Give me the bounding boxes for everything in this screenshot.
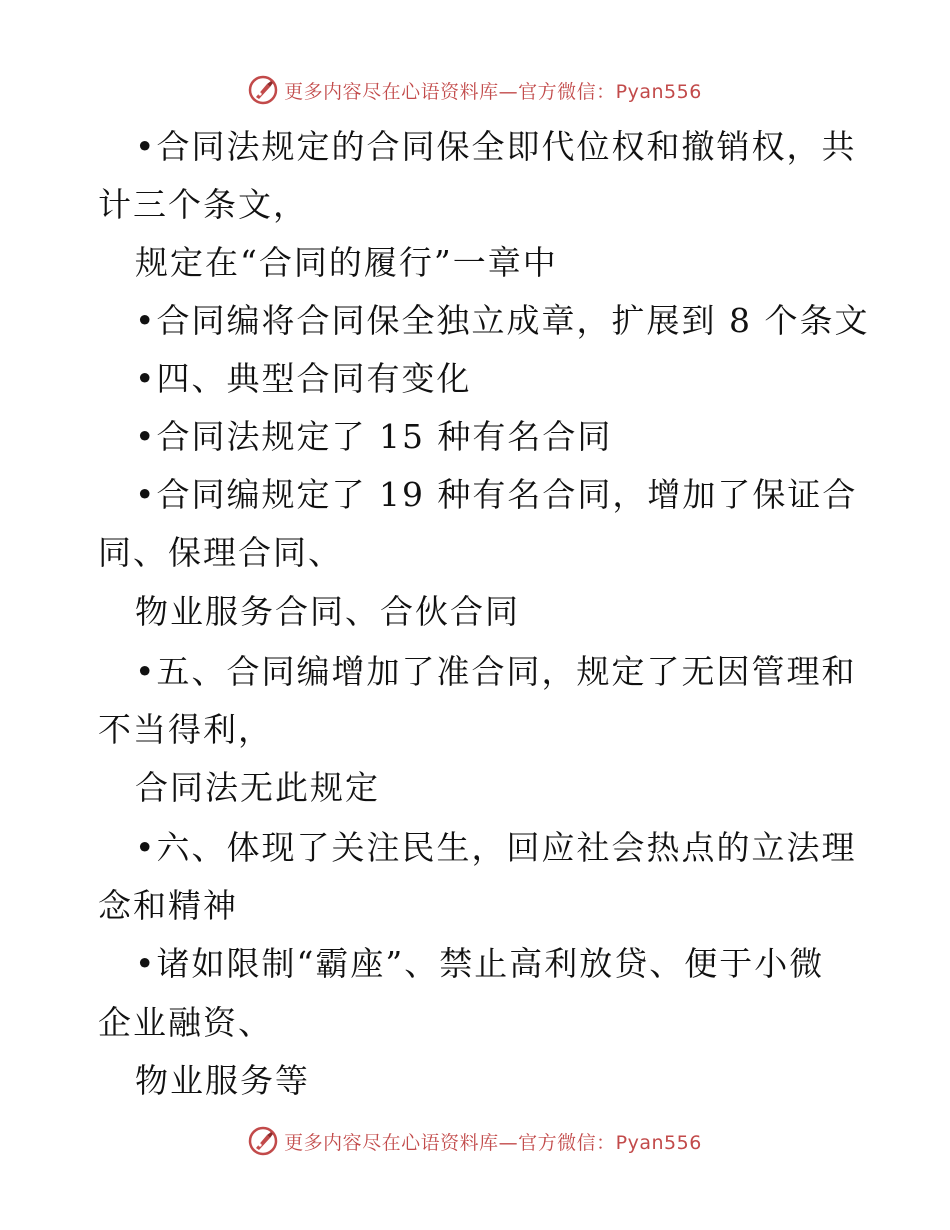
text-line-13: •六、体现了关注民生，回应社会热点的立法理	[135, 828, 857, 867]
text-line-15: •诸如限制“霸座”、禁止高利放贷、便于小微	[135, 944, 825, 983]
text-line-5: •四、典型合同有变化	[135, 359, 472, 398]
footer-banner	[0, 1123, 950, 1159]
text-line-7: •合同编规定了 19 种有名合同，增加了保证合	[135, 475, 858, 514]
header-banner-text: 更多内容尽在心语资料库—官方微信：Pyan556	[284, 80, 702, 103]
text-line-2: 计三个条文，	[98, 185, 308, 224]
text-line-10: •五、合同编增加了准合同，规定了无因管理和	[135, 652, 857, 691]
text-line-3: 规定在“合同的履行”一章中	[135, 243, 558, 282]
text-line-12: 合同法无此规定	[135, 768, 380, 807]
text-line-16: 企业融资、	[98, 1003, 273, 1042]
text-line-11: 不当得利，	[98, 710, 273, 749]
text-line-14: 念和精神	[98, 886, 238, 925]
footer-banner-text: 更多内容尽在心语资料库—官方微信：Pyan556	[284, 1131, 702, 1154]
pen-nib-logo-icon	[248, 1126, 278, 1156]
text-line-4: •合同编将合同保全独立成章，扩展到 8 个条文	[135, 301, 870, 340]
text-line-6: •合同法规定了 15 种有名合同	[135, 417, 613, 456]
text-line-1: •合同法规定的合同保全即代位权和撤销权，共	[135, 127, 857, 166]
text-line-9: 物业服务合同、合伙合同	[135, 592, 520, 631]
text-line-17: 物业服务等	[135, 1061, 310, 1100]
text-line-8: 同、保理合同、	[98, 533, 343, 572]
